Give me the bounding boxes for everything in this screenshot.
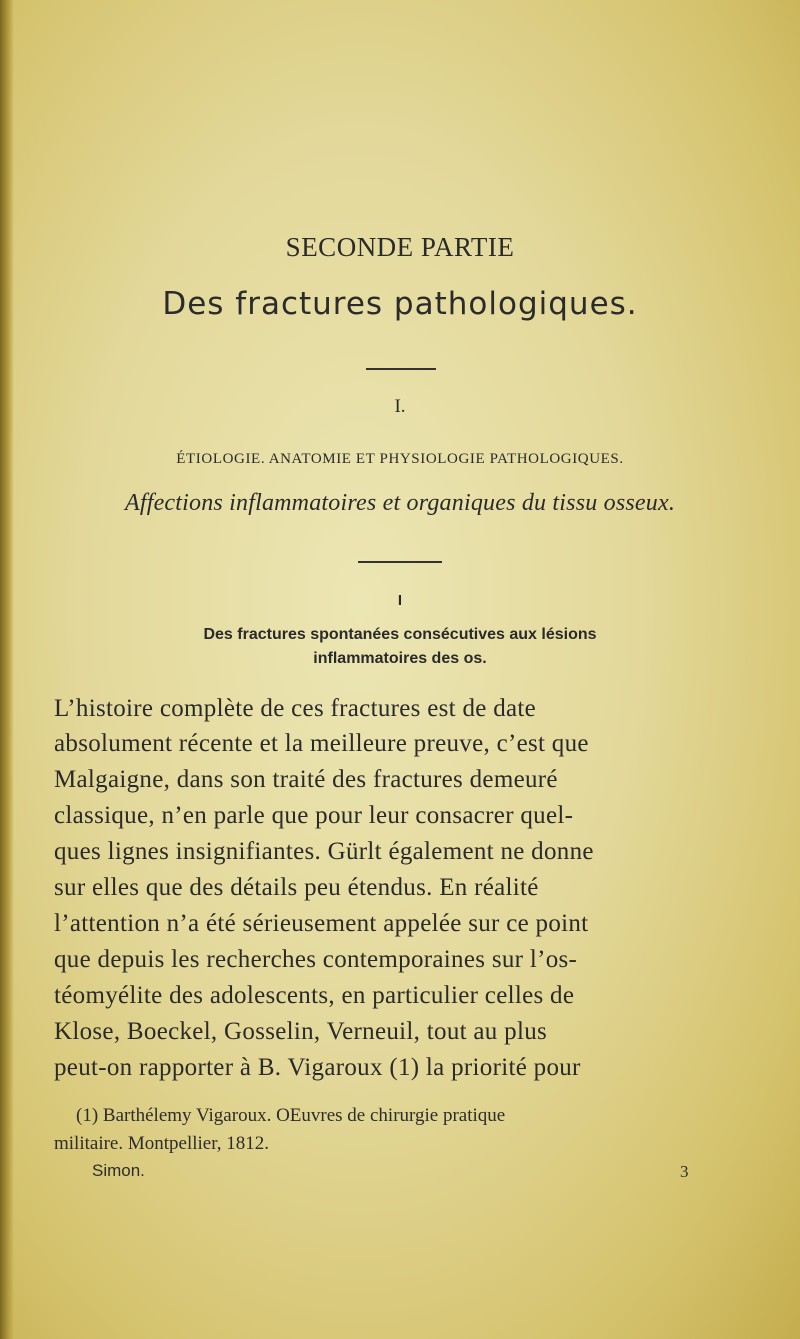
- section-title-line-1: Des fractures spontanées consécutives aux lésions: [203, 626, 597, 643]
- body-line: peut-on rapporter à B. Vigaroux (1) la priorité pour: [54, 1054, 581, 1081]
- divider-rule: [366, 368, 436, 370]
- divider-rule-2: [358, 561, 442, 563]
- section-title-line-2: inflammatoires des os.: [313, 650, 487, 667]
- chapter-title: Des fractures pathologiques.: [162, 286, 638, 322]
- footnote-line-2: militaire. Montpellier, 1812.: [54, 1133, 270, 1154]
- book-spine-shadow: [0, 0, 14, 1339]
- body-line: l’attention n’a été sérieusement appelée sur ce point: [54, 910, 589, 937]
- affections-heading: Affections inflammatoires et organiques du tissu osseux.: [124, 490, 676, 516]
- signature-number: 3: [680, 1162, 689, 1181]
- body-line: sur elles que des détails peu étendus. En réalité: [54, 874, 539, 901]
- body-line: téomyélite des adolescents, en particulier celles de: [54, 982, 575, 1009]
- part-heading: SECONDE PARTIE: [285, 232, 515, 262]
- body-line: que depuis les recherches contemporaines sur l’os-: [54, 946, 578, 973]
- printer-signature: Simon.: [92, 1161, 145, 1180]
- body-line: absolument récente et la meilleure preuve, c’est que: [54, 730, 589, 757]
- etiology-heading: ÉTIOLOGIE. ANATOMIE ET PHYSIOLOGIE PATHOLOGIQUES.: [176, 451, 624, 467]
- body-line: Malgaigne, dans son traité des fractures demeuré: [54, 766, 558, 793]
- footnote-line-1: (1) Barthélemy Vigaroux. OEuvres de chirurgie pratique: [76, 1105, 506, 1126]
- body-line: ques lignes insignifiantes. Gürlt également ne donne: [54, 838, 594, 865]
- chapter-number: I.: [394, 396, 406, 417]
- section-number: I: [397, 592, 403, 609]
- body-line: Klose, Boeckel, Gosselin, Verneuil, tout au plus: [54, 1018, 548, 1045]
- body-line: L’histoire complète de ces fractures est de date: [54, 695, 537, 722]
- body-line: classique, n’en parle que pour leur consacrer quel-: [54, 802, 574, 829]
